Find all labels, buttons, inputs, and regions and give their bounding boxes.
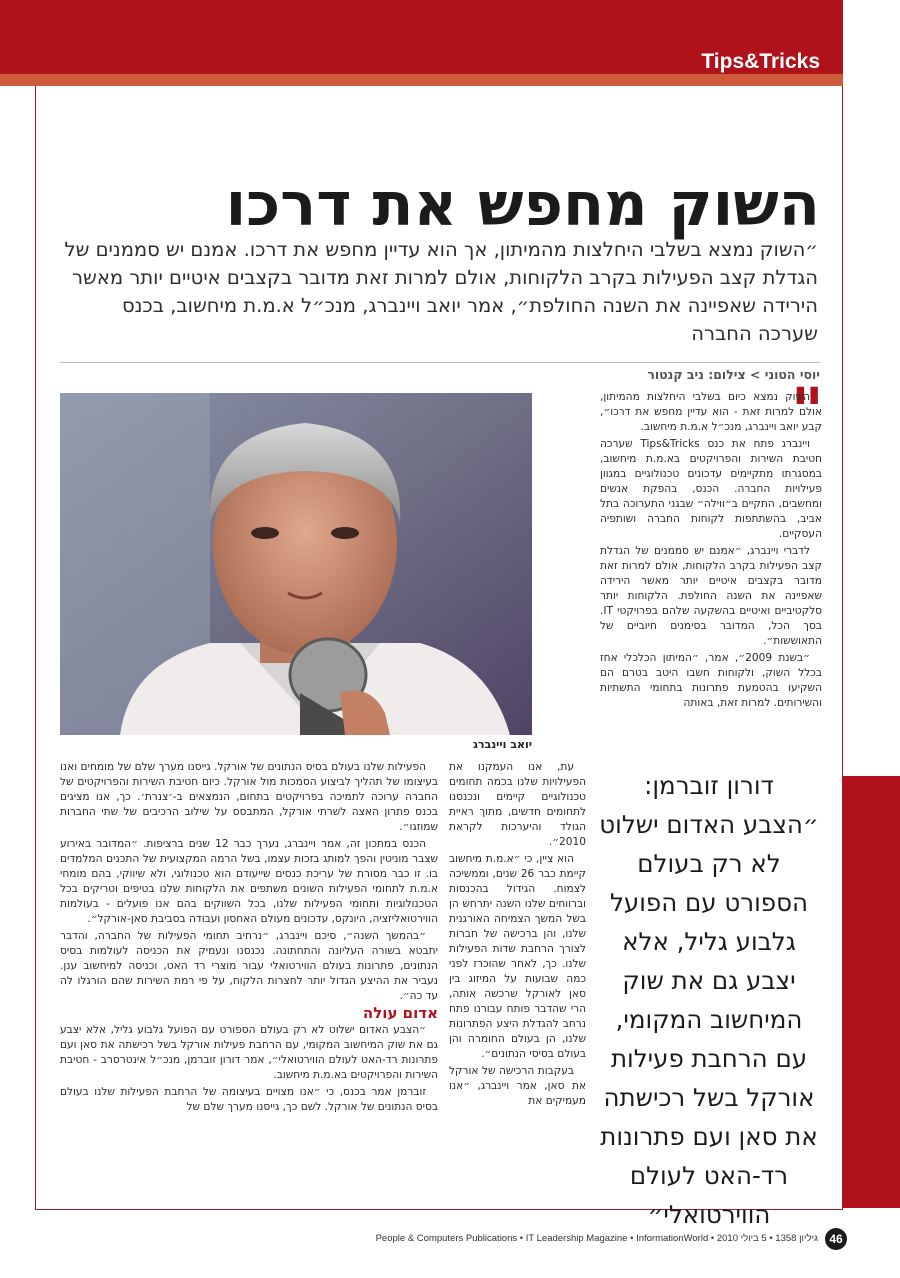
article-lead: ״השוק נמצא בשלבי היחלצות מהמיתון, אך הוא עדיין מחפש את דרכו. אמנם יש סממנים של הגדלת קצב הפעילות בקרב הלקוחות, אולם למרות זאת מדובר בקצבים איטיים יותר מאשר הירידה שאפיינה את השנה החולפת״, אמר יואב ויינברג, מנכ״ל א.מ.ת מיחשוב, בכנס שערכה החברה bbox=[64, 238, 818, 345]
article-column-right bbox=[600, 390, 822, 713]
paragraph: הוא ציין, כי ״א.מ.ת מיחשוב קיימת כבר 26 שנים, וממשיכה לצמוח. הגידול בהכנסות וברווחים שלנו השנה יתרחש הן בשל המשך הצמיחה האורגנית שלנו, והן ברכישה של חברות לצורך הרחבת שדות הפעילות שלנו. כך, לאחר שהוכרז לפני כמה שבועות על המיזוג בין סאן לאורקל שרכשה אותה, הרי שהדבר פותח עבורנו פתח נרחב להגדלת היצע הפתרונות שלנו, הן בעולם החומרה והן בעולם בסיסי הנתונים״. bbox=[449, 853, 586, 1060]
paragraph: ״בשנת 2009״, אמר, ״המיתון הכלכלי אחז בכלל השוק, ולקוחות חשבו היטב בטרם הם השקיעו בהטמעת פתרונות בתחומי התשתיות והשירותים. למרות זאת, באותה bbox=[600, 652, 822, 709]
section-subhead: אדום עולה bbox=[362, 1004, 438, 1022]
paragraph: הכנס במתכון זה, אמר ויינברג, נערך כבר 12 שנים ברציפות. ״המדובר באירוע שצבר מוניטין והפך למותג בזכות עצמו, בשל הרמה המקצועית של התכנים המלמדים בו. זו כבר מסורת של עריכת כנסים שייעודם הוא טכנולוגי, ולא שיווקי, בהם מומחי א.מ.ת לתחומי הפעילות השונים משתפים את הלקוחות שלנו בטיפים וטריקים בכל הטכנולוגיות ותחומי הפעילות שלנו, בכל השווקים בהם אנו פועלים - בעולמות הווירטואליזציה, היונקס, עדכונים מעולם האחסון ועבודה בסביבת סאן-אורקל״. bbox=[60, 838, 438, 925]
section-label: Tips&Tricks bbox=[701, 50, 820, 73]
article-headline: השוק מחפש את דרכו bbox=[225, 170, 820, 240]
paragraph: עת, אנו העמקנו את הפעילויות שלנו בכמה תחומים טכנולוגיים קיימים ונכנסנו לתחומים חדשים, מתוך ראיית הגולד והיערכות לקראת 2010״. bbox=[449, 761, 586, 848]
page-number: 46 bbox=[825, 1228, 847, 1250]
paragraph: בעקבות הרכישה של אורקל את סאן, אמר ויינברג, ״אנו מעמיקים את bbox=[449, 1065, 586, 1107]
pull-quote-author: דורון זוברמן: bbox=[644, 771, 774, 800]
pull-quote bbox=[598, 766, 820, 1234]
paragraph: ״הצבע האדום ישלוט לא רק בעולם הספורט עם הפועל גלבוע גליל, אלא יצבע גם את שוק המיחשוב המקומי, עם הרחבת פעילות אורקל בשל רכישתה את סאן ועם פתרונות רד-האט לעולם הווירטואלי״, אמר דורון זוברמן, מנכ״ל אינטרסרב - חטיבת השירות והפרויקטים בא.מ.ת מיחשוב. bbox=[60, 1024, 438, 1081]
photo-caption: יואב ויינברג bbox=[472, 738, 532, 751]
side-accent-band bbox=[843, 776, 900, 1208]
article-column-left bbox=[60, 760, 438, 1117]
article-column-middle bbox=[449, 760, 586, 1111]
quote-mark-icon: " bbox=[790, 374, 824, 449]
paragraph: ״בהמשך השנה״, סיכם ויינברג, ״נרחיב תחומי הפעילות של החברה, והדבר יתבטא בשורה העליונה והתחתונה. נכנסנו ונעמיק את הכניסה לעולמות בסיס הנתונים, פתרונות בעולם הווירטואלי עבור מוצרי רד האט, וכניסה למיחשוב ענן. נעביר את ההיצע הגדול יותר לחצרות הלקוח, על פי רמת השירות שהם הורגלו לה עד כה״. bbox=[60, 930, 438, 1002]
header-stripe bbox=[0, 74, 843, 86]
footer-publication-info: גיליון 1358 • 5 ביולי 2010 • People & Computers Publications • IT Leadership Magazine • InformationWorld bbox=[375, 1233, 818, 1244]
paragraph: לדברי ויינברג, ״אמנם יש סממנים של הגדלת קצב הפעילות בקרב הלקוחות, אולם למרות זאת מדובר בקצבים איטיים יותר מאשר הירידה שאפיינה את השנה החולפת. הלקוחות יותר סלקטיביים ואיטיים בהשקעה שלהם בפרויקטי IT. בסך הכל, המדובר בסימנים חיוביים של התאוששות״. bbox=[600, 545, 822, 647]
paragraph: הפעילות שלנו בעולם בסיס הנתונים של אורקל. גייסנו מערך שלם של מומחים ואנו בעיצומו של תהליך לביצוע הסמכות מול אורקל. כיום חטיבת השירות והפרויקטים של החברה ערוכה לתמיכה בפרויקטים בתחום, הנמצאים ב-׳צנרת׳. כך, אנו מציגים בכנס פתרון האצה לשרתי אורקל, המתבסס על שילוב הרכיבים של שתי החברות שמוזגו״. bbox=[60, 761, 438, 833]
speaker-photo bbox=[60, 393, 532, 735]
speaker-photo-illustration bbox=[60, 393, 532, 735]
paragraph: השוק נמצא כיום בשלבי היחלצות מהמיתון, אולם למרות זאת - הוא עדיין מחפש את דרכו״, קבע יואב ויינברג, מנכ״ל א.מ.ת מיחשוב. bbox=[600, 391, 822, 433]
paragraph: זוברמן אמר בכנס, כי ״אנו מצויים בעיצומה של הרחבת הפעילות שלנו בעולם בסיס הנתונים של אורקל. לשם כך, גייסנו מערך שלם של bbox=[60, 1086, 438, 1113]
paragraph: ויינברג פתח את כנס Tips&Tricks שערכה חטיבת השירות והפרויקטים בא.מ.ת מיחשוב, במסגרתו מתקיימים עדכונים טכנולוגיים במגוון פעילויות החברה. הכנס, בהפקת אנשים ומחשבים, התקיים ב״ווילה״ שבגני התערוכה בתל אביב, בהשתתפות לקוחות החברה ושותפיה העסקיים. bbox=[600, 438, 822, 540]
article-byline: יוסי הטוני > צילום: ניב קנטור bbox=[60, 362, 820, 382]
pull-quote-text: ״הצבע האדום ישלוט לא רק בעולם הספורט עם הפועל גלבוע גליל, אלא יצבע גם את שוק המיחשוב המקומי, עם הרחבת פעילות אורקל בשל רכישתה את סאן ועם פתרונות רד-האט לעולם הווירטואלי״ bbox=[599, 810, 819, 1229]
